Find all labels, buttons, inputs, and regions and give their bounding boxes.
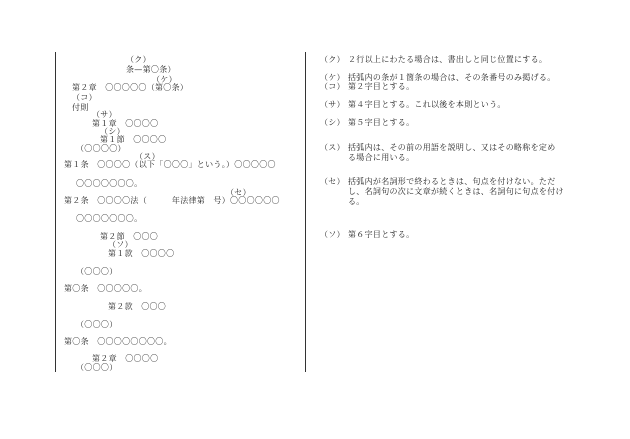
- article-range-text: 条—第〇条）: [126, 65, 176, 74]
- chapter1-heading: 第１章 〇〇〇〇: [92, 119, 159, 128]
- article2-text: 第２条 〇〇〇〇法（ 年法律第 号）〇〇〇〇〇〇: [64, 196, 280, 205]
- note-text: 括弧内は、その前の用語を説明し、又はその略称を定め る場合に用いる。: [348, 143, 556, 162]
- note-mark: （シ）: [320, 118, 345, 127]
- note-so: [320, 230, 600, 240]
- chapter2-heading: 第２章 〇〇〇〇: [92, 354, 159, 363]
- heading-paren-1: （〇〇〇〇）: [76, 144, 126, 153]
- note-text: 括弧内の条が１箇条の場合は、その条番号のみ掲げる。: [348, 73, 556, 82]
- note-mark: （サ）: [320, 100, 345, 109]
- fusoku-text: 付則: [72, 103, 89, 112]
- note-mark: （ク）: [320, 55, 345, 64]
- note-mark: （ス）: [320, 143, 345, 152]
- center-divider-line: [305, 52, 306, 372]
- mark-ko: （コ）: [72, 93, 97, 102]
- article2-continuation: 〇〇〇〇〇〇〇。: [76, 214, 143, 223]
- note-text: 第５字目とする。: [348, 118, 415, 127]
- heading-paren-4: （〇〇〇）: [76, 363, 118, 372]
- left-margin-line: [55, 52, 56, 372]
- note-mark: （ケ）: [320, 73, 345, 82]
- mark-su: （ス）: [135, 152, 160, 161]
- mark-ku: （ク）: [126, 55, 151, 64]
- note-ko: [320, 82, 600, 92]
- mark-se: （セ）: [226, 188, 251, 197]
- note-mark: （セ）: [320, 177, 345, 186]
- chapter2-toc-entry: 第２章 〇〇〇〇〇（第〇条）: [72, 83, 189, 92]
- note-text: ２行以上にわたる場合は、書出しと同じ位置にする。: [348, 55, 548, 64]
- note-ku: [320, 55, 600, 65]
- note-mark: （ソ）: [320, 230, 345, 239]
- heading-paren-3: （〇〇〇）: [76, 320, 118, 329]
- subsection1-heading: 第１款 〇〇〇〇: [108, 249, 175, 258]
- mark-ke: （ケ）: [152, 75, 177, 84]
- section1-heading: 第１節 〇〇〇〇: [100, 135, 167, 144]
- note-mark: （コ）: [320, 82, 345, 91]
- note-su: [320, 143, 600, 163]
- note-text: 第４字目とする。これ以後を本則という。: [348, 100, 506, 109]
- note-text: 第２字目とする。: [348, 82, 415, 91]
- article-x1-text: 第〇条 〇〇〇〇〇。: [64, 284, 147, 293]
- article1-text: 第１条 〇〇〇〇（以下「〇〇〇」という。）〇〇〇〇〇: [64, 160, 276, 169]
- section2-heading: 第２節 〇〇〇: [100, 232, 159, 241]
- mark-shi: （シ）: [100, 127, 125, 136]
- note-text: 括弧内が名詞形で終わるときは、句点を付けない。ただ し、名詞句の次に文章が続くときは、名詞句に句点を付け る。: [348, 177, 564, 206]
- subsection2-heading: 第２款 〇〇〇: [108, 302, 167, 311]
- mark-so: （ソ）: [108, 240, 133, 249]
- note-shi: [320, 118, 600, 128]
- mark-sa: （サ）: [92, 110, 117, 119]
- note-text: 第６字目とする。: [348, 230, 415, 239]
- article1-continuation: 〇〇〇〇〇〇〇。: [76, 179, 143, 188]
- article-x2-text: 第〇条 〇〇〇〇〇〇〇〇。: [64, 337, 172, 346]
- note-se: [320, 177, 600, 207]
- note-sa: [320, 100, 600, 110]
- heading-paren-2: （〇〇〇）: [76, 267, 118, 276]
